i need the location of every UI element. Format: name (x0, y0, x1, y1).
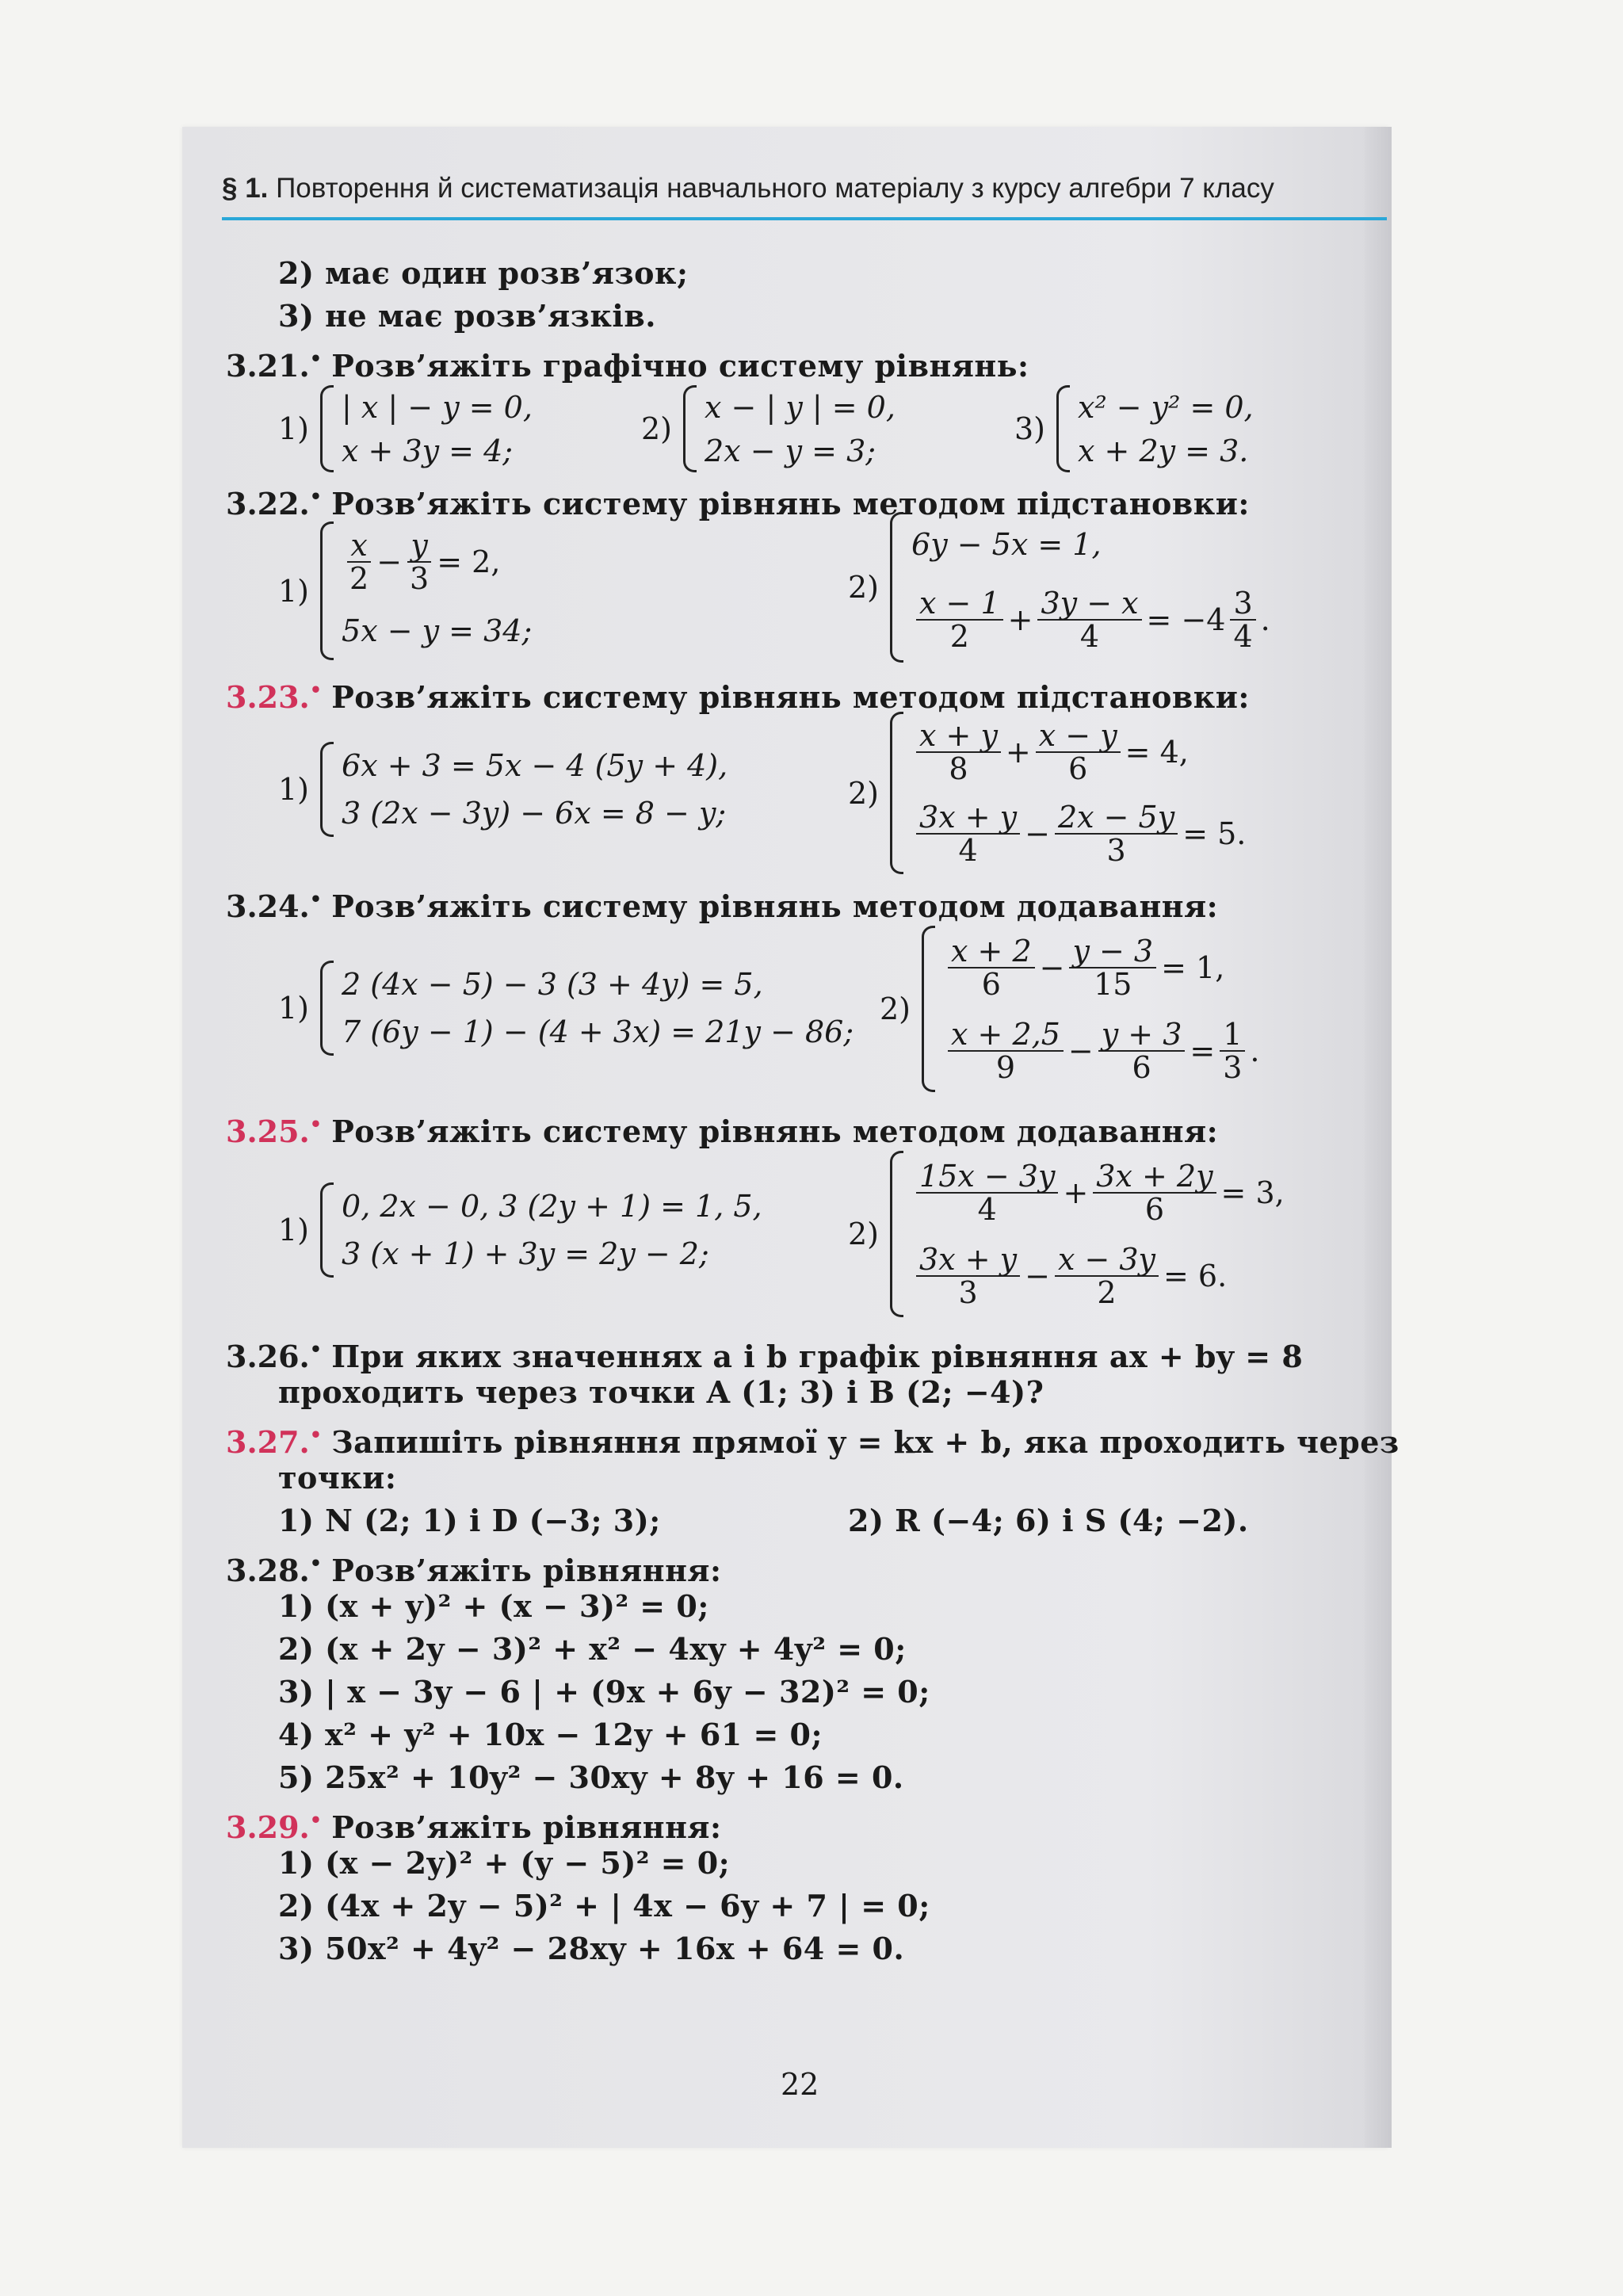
page-header (222, 173, 1371, 204)
system-2: 2) $\frac{15x - 3y}{4}$ + $\frac{3x + 2y}{6}$ = 3, $\frac{3x + y}{3}$ − $\frac{x - 3y}{2}$ = 6. (848, 1151, 1285, 1317)
brace-icon (683, 385, 697, 472)
brace-icon (320, 742, 334, 837)
problem-number: 3.21.• (226, 347, 323, 384)
system-2: 2) $\frac{x + y}{8}$ + $\frac{x - y}{6}$ = 4, $\frac{3x + y}{4}$ − $\frac{2x - 5y}{3}$ = 5. (848, 712, 1246, 874)
problem-3-29-heading: 3.29.• Розв’яжіть рівняння: (226, 1809, 722, 1845)
equation-item: 2) (x + 2y − 3)² + x² − 4xy + 4y² = 0; (278, 1631, 907, 1667)
intro-line-2: 2) має один розв’язок; (278, 255, 689, 291)
problem-3-24-systems (226, 921, 1375, 1103)
problem-3-26-line-2: проходить через точки A (1; 3) і B (2; −4)? (278, 1374, 1044, 1410)
brace-icon (320, 521, 334, 660)
problem-3-28-heading: 3.28.• Розв’яжіть рівняння: (226, 1552, 722, 1588)
system-2: 2) x − | y | = 0, 2x − y = 3; (641, 385, 896, 472)
equation-item: 1) (x − 2y)² + (y − 5)² = 0; (278, 1845, 731, 1881)
brace-icon (890, 712, 903, 874)
problem-3-23-systems (226, 712, 1375, 878)
brace-icon (320, 1182, 334, 1278)
problem-3-24-heading (226, 878, 1375, 924)
problem-3-25-heading (226, 1103, 1375, 1149)
system-1: 1) 0, 2x − 0, 3 (2y + 1) = 1, 5, 3 (x + 1) + 3y = 2y − 2; (278, 1182, 762, 1278)
problem-text: Розв’яжіть систему рівнянь методом додавання: (331, 1114, 1219, 1149)
equation-item: 1) (x + y)² + (x − 3)² = 0; (278, 1588, 709, 1624)
brace-icon (890, 1151, 903, 1317)
problem-3-25-systems (226, 1146, 1375, 1328)
exercise-content (226, 252, 1400, 1970)
brace-icon (1056, 385, 1070, 472)
intro-line-3: 3) не має розв’язків. (278, 298, 657, 334)
equation-item: 3) 50x² + 4y² − 28xy + 16x + 64 = 0. (278, 1931, 905, 1966)
header-rule (222, 217, 1387, 220)
problem-3-23-heading (226, 669, 1375, 715)
system-1: 1) $\frac{x}{2}$ − $\frac{y}{3}$ = 2, 5x − y = 34; (278, 521, 532, 660)
system-2: 2) 6y − 5x = 1, $\frac{x - 1}{2}$ + $\frac{3y - x}{4}$ = −4 $\frac{3}{4}$ . (848, 512, 1270, 663)
equation-item: 3) | x − 3y − 6 | + (9x + 6y − 32)² = 0; (278, 1674, 930, 1710)
system-1: 1) | x | − y = 0, x + 3y = 4; (278, 385, 533, 472)
problem-3-22-systems (226, 518, 1375, 669)
problem-text: Розв’яжіть систему рівнянь методом підстановки: (331, 679, 1250, 715)
page-number: 22 (781, 2067, 819, 2102)
problem-number: 3.27.• (226, 1423, 323, 1460)
problem-number: 3.25.• (226, 1113, 323, 1149)
system-1: 1) 6x + 3 = 5x − 4 (5y + 4), 3 (2x − 3y) − 6x = 8 − y; (278, 742, 727, 837)
problem-number: 3.26.• (226, 1338, 323, 1374)
problem-3-27-line-2: точки: (278, 1460, 397, 1496)
problem-number: 3.23.• (226, 678, 323, 715)
problem-3-27-line-1: 3.27.• Запишіть рівняння прямої y = kx + b, яка проходить через (226, 1423, 1400, 1460)
section-number: § 1. (222, 173, 269, 204)
brace-icon (320, 385, 334, 472)
problem-text: Розв’яжіть графічно систему рівнянь: (331, 348, 1029, 384)
problem-text: Розв’яжіть систему рівнянь методом додавання: (331, 888, 1219, 924)
problem-number: 3.28.• (226, 1552, 323, 1588)
equation-item: 4) x² + y² + 10x − 12y + 61 = 0; (278, 1717, 823, 1752)
problem-3-27-points: 1) N (2; 1) і D (−3; 3); 2) R (−4; 6) і S (4; −2). (278, 1503, 1249, 1538)
brace-icon (890, 512, 903, 663)
system-1: 1) 2 (4x − 5) − 3 (3 + 4y) = 5, 7 (6y − 1) − (4 + 3x) = 21y − 86; (278, 961, 854, 1056)
problem-3-21-systems (226, 380, 1375, 476)
problem-number: 3.29.• (226, 1809, 323, 1845)
problem-text: Розв’яжіть систему рівнянь методом підстановки: (331, 486, 1250, 521)
system-3: 3) x² − y² = 0, x + 2y = 3. (1014, 385, 1254, 472)
section-title: Повторення й систематизація навчального матеріалу з курсу алгебри 7 класу (276, 173, 1274, 204)
brace-icon (922, 926, 935, 1092)
system-2: 2) $\frac{x + 2}{6}$ − $\frac{y - 3}{15}$ = 1, $\frac{x + 2,5}{9}$ − $\frac{y + 3}{6}$ = $\frac{1}{3}$ . (880, 926, 1260, 1092)
problem-3-21-heading (226, 338, 1375, 384)
problem-number: 3.24.• (226, 888, 323, 924)
brace-icon (320, 961, 334, 1056)
equation-item: 2) (4x + 2y − 5)² + | 4x − 6y + 7 | = 0; (278, 1888, 930, 1924)
problem-number: 3.22.• (226, 485, 323, 521)
equation-item: 5) 25x² + 10y² − 30xy + 8y + 16 = 0. (278, 1759, 904, 1795)
problem-3-26-line-1: 3.26.• При яких значеннях a і b графік рівняння ax + by = 8 (226, 1338, 1304, 1374)
